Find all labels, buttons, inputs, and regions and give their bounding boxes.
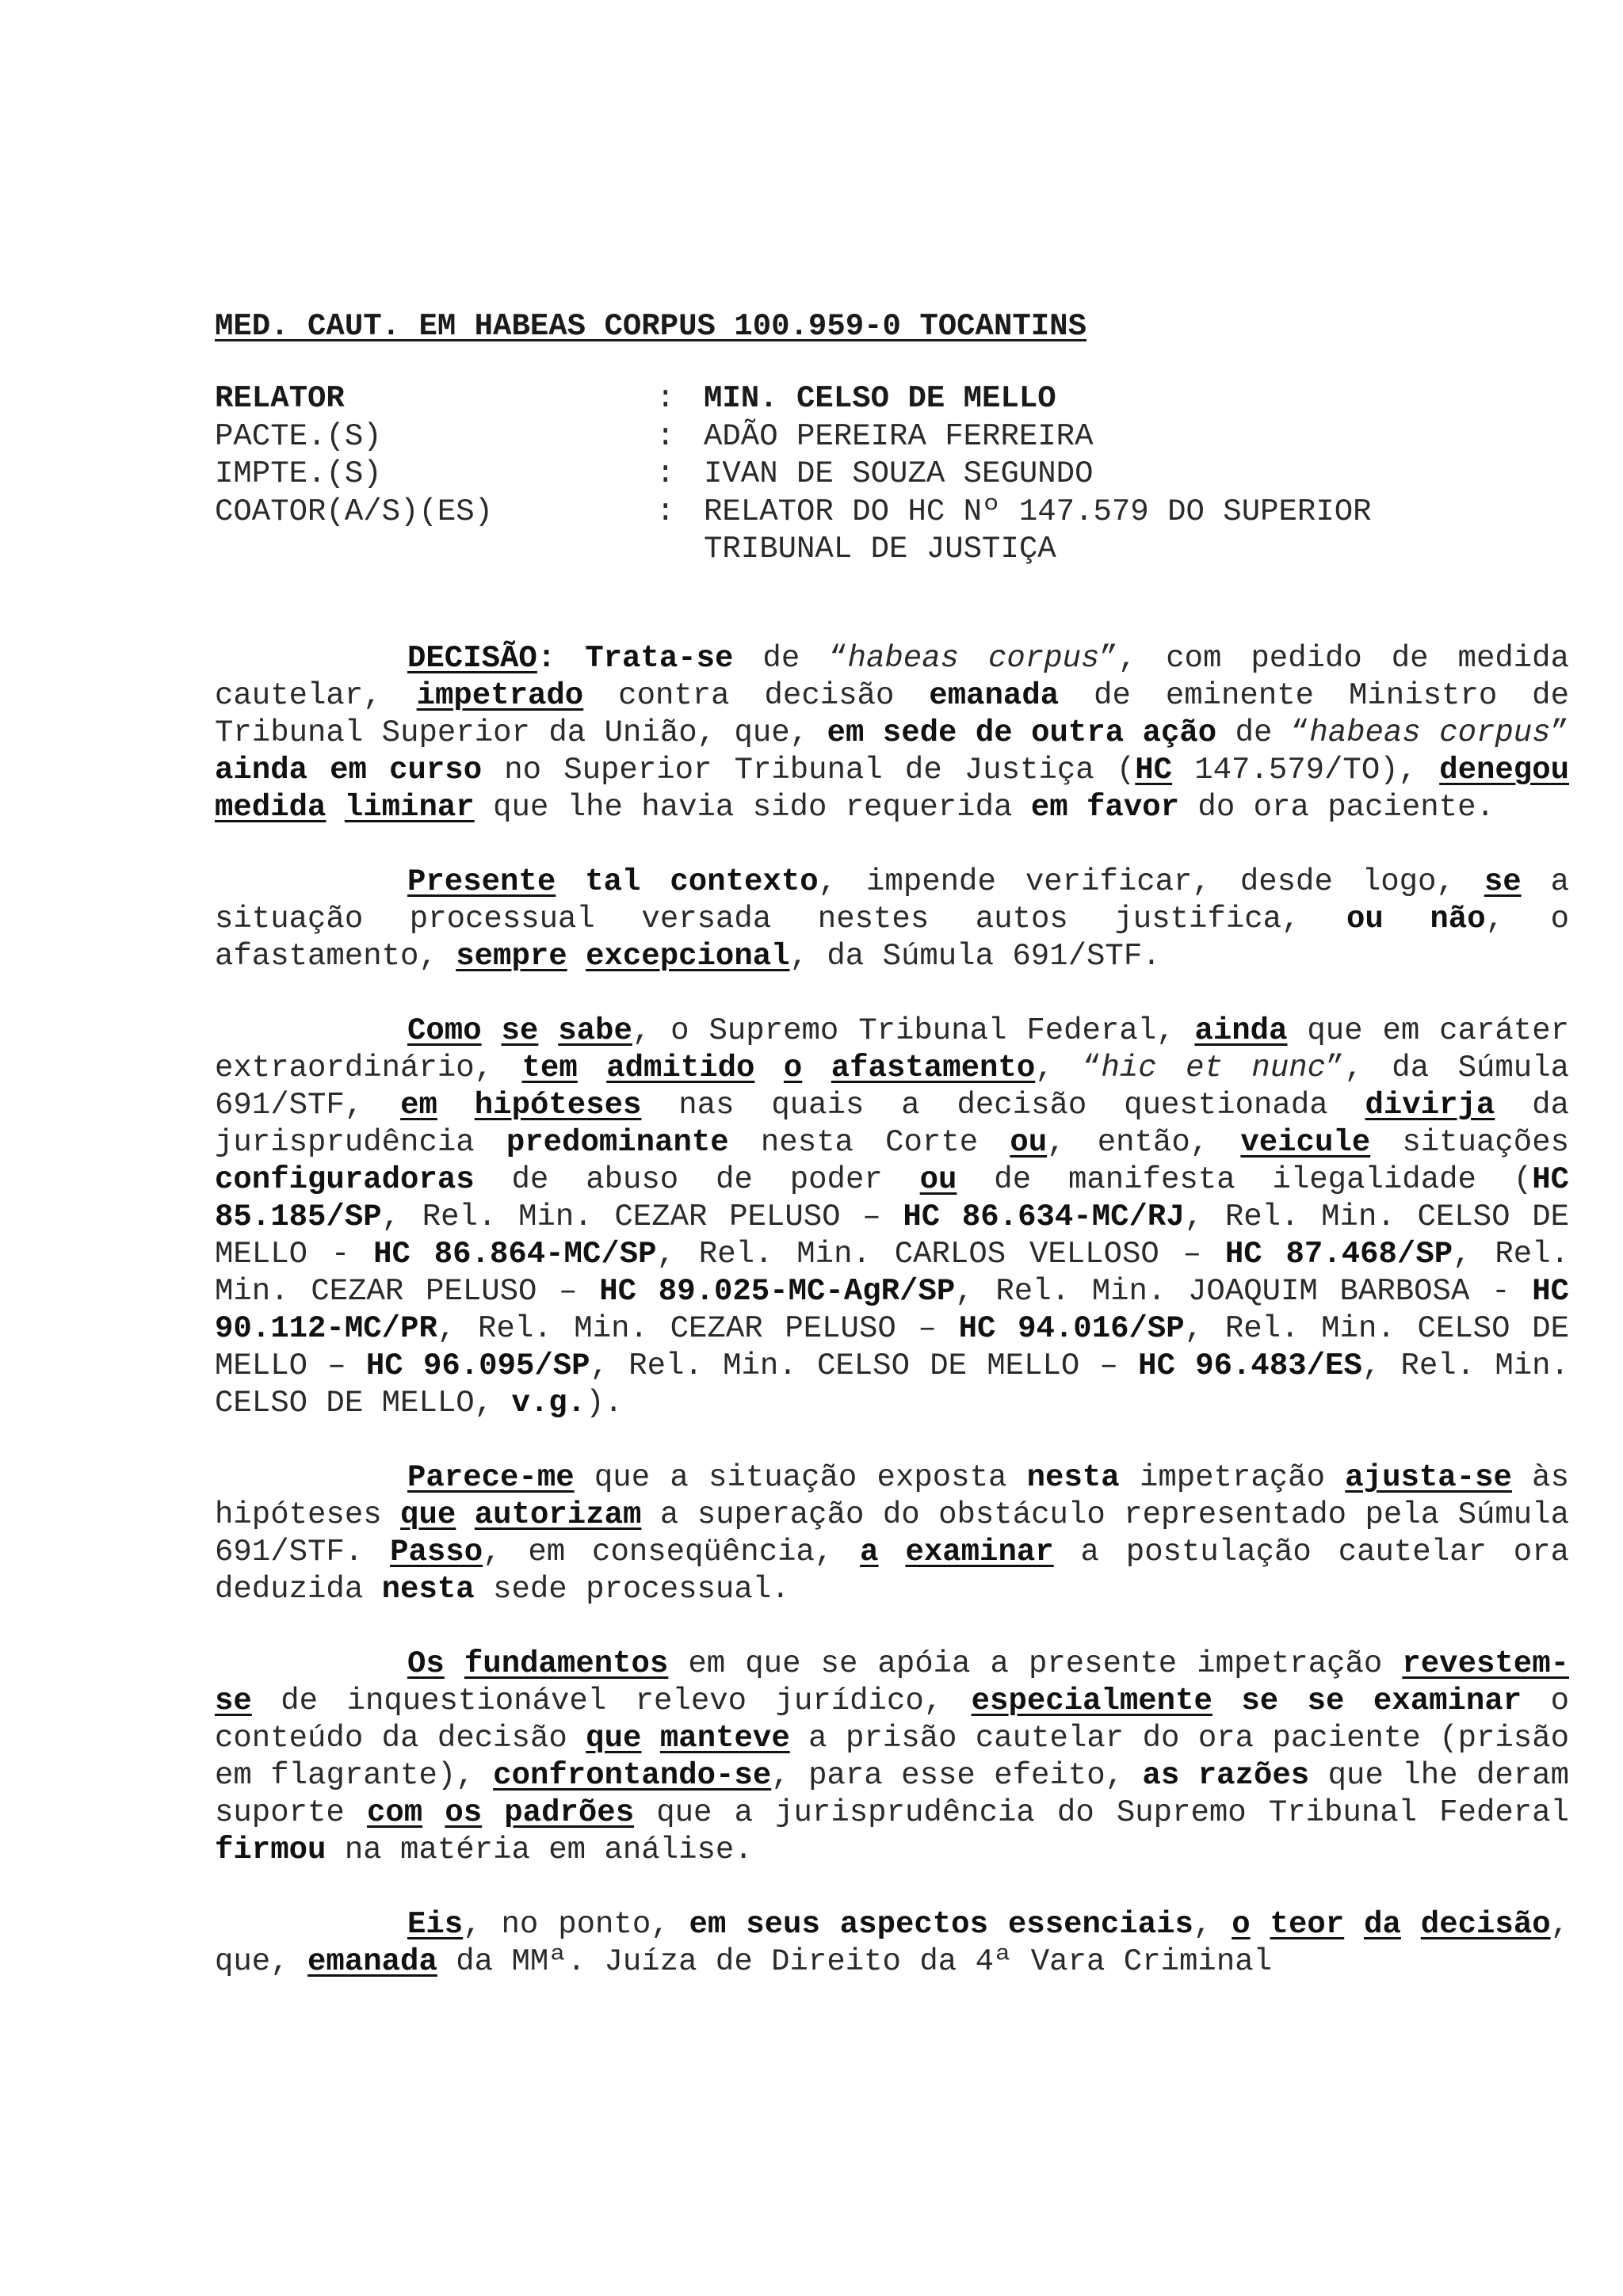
parties-block bbox=[215, 380, 1569, 569]
emphasis-text bbox=[1365, 1088, 1495, 1123]
paragraph-text: sede processual. bbox=[474, 1572, 790, 1607]
paragraph-text: de manifesta ilegalidade ( bbox=[957, 1162, 1533, 1197]
emphasis-text bbox=[1345, 1460, 1512, 1495]
underlined-text: teor bbox=[1270, 1907, 1345, 1942]
emphasis-text bbox=[456, 939, 567, 974]
party-row-pacte bbox=[215, 418, 1569, 456]
emphasis-text bbox=[464, 1646, 668, 1681]
underlined-text: fundamentos bbox=[464, 1646, 669, 1681]
paragraph-text bbox=[538, 1013, 558, 1048]
emphasis-text bbox=[407, 1460, 575, 1495]
underlined-text: ainda bbox=[1194, 1013, 1288, 1048]
paragraph-text: que lhe havia sido requerida bbox=[474, 790, 1031, 825]
paragraph-text: de “ bbox=[733, 641, 848, 676]
party-value-continuation: TRIBUNAL DE JUSTIÇA bbox=[704, 532, 1056, 566]
paragraph-text: nas quais a decisão questionada bbox=[641, 1088, 1365, 1123]
party-label: COATOR(A/S)(ES) bbox=[215, 494, 494, 529]
party-colon: : bbox=[656, 456, 675, 491]
paragraph-text: ”, com pedido de medida cautelar, bbox=[215, 641, 1569, 713]
emphasis-text: HC 96.483/ES bbox=[1138, 1348, 1362, 1383]
underlined-text: ou bbox=[919, 1162, 957, 1197]
emphasis-text bbox=[367, 1795, 422, 1830]
emphasis-text: HC 86.634-MC/RJ bbox=[903, 1199, 1185, 1234]
emphasis-text bbox=[586, 1721, 641, 1756]
emphasis-text bbox=[502, 1013, 539, 1048]
paragraph-text: , Rel. Min. CELSO DE MELLO, bbox=[215, 1348, 1569, 1421]
underlined-text: da bbox=[1364, 1907, 1401, 1942]
emphasis-text: em seus aspectos essenciais bbox=[689, 1907, 1193, 1942]
underlined-text: admitido bbox=[606, 1051, 755, 1085]
underlined-text: que bbox=[400, 1497, 456, 1532]
paragraph-text: , o afastamento, bbox=[215, 902, 1569, 974]
emphasis-text bbox=[407, 864, 556, 899]
underlined-text: se bbox=[1484, 864, 1522, 899]
underlined-text: examinar bbox=[905, 1535, 1054, 1569]
italic-text: hic et nunc bbox=[1101, 1051, 1327, 1085]
emphasis-text bbox=[860, 1535, 878, 1569]
paragraph-text: de “ bbox=[1216, 715, 1310, 750]
paragraph-text: ). bbox=[586, 1386, 623, 1421]
paragraph-text bbox=[578, 1051, 606, 1085]
emphasis-text: v.g. bbox=[511, 1386, 586, 1421]
underlined-text: Passo bbox=[390, 1535, 483, 1569]
emphasis-text bbox=[215, 790, 326, 825]
emphasis-text: configuradoras bbox=[215, 1162, 475, 1197]
decision-paragraph bbox=[215, 1906, 1569, 1981]
paragraph-text bbox=[482, 1795, 504, 1830]
paragraph-text: ” bbox=[1550, 715, 1570, 750]
emphasis-text: tal contexto bbox=[585, 864, 819, 899]
underlined-text: o bbox=[783, 1051, 803, 1085]
emphasis-text bbox=[407, 1907, 463, 1942]
paragraph-text: às hipóteses bbox=[215, 1460, 1569, 1532]
paragraph-text: , no ponto, bbox=[463, 1907, 689, 1942]
underlined-text: que bbox=[586, 1721, 642, 1756]
paragraph-text: , Rel. Min. CEZAR PELUSO – bbox=[437, 1311, 959, 1346]
emphasis-text: em favor bbox=[1030, 790, 1180, 825]
paragraph-text bbox=[1401, 1907, 1421, 1942]
emphasis-text bbox=[1439, 753, 1569, 788]
paragraph-text: , em conseqüência, bbox=[483, 1535, 861, 1569]
emphasis-text bbox=[920, 1162, 957, 1197]
paragraph-text: a situação processual versada nestes autos justifica, bbox=[215, 864, 1570, 936]
italic-text: habeas corpus bbox=[1309, 715, 1551, 750]
emphasis-text bbox=[1421, 1907, 1551, 1942]
emphasis-text bbox=[493, 1758, 771, 1793]
emphasis-text: HC 86.864-MC/SP bbox=[373, 1237, 657, 1272]
emphasis-text: HC 89.025-MC-AgR/SP bbox=[599, 1274, 956, 1309]
paragraph-text bbox=[456, 1497, 474, 1532]
emphasis-text: emanada bbox=[929, 678, 1060, 713]
paragraph-text: na matéria em análise. bbox=[326, 1833, 753, 1867]
emphasis-text bbox=[1484, 864, 1522, 899]
underlined-text: DECISÃO bbox=[407, 641, 537, 676]
emphasis-text: HC 96.095/SP bbox=[365, 1348, 590, 1383]
emphasis-text bbox=[1194, 1013, 1287, 1048]
emphasis-text bbox=[606, 1051, 754, 1085]
paragraph-text bbox=[567, 939, 586, 974]
emphasis-text: HC 94.016/SP bbox=[958, 1311, 1185, 1346]
paragraph-text bbox=[1344, 1907, 1364, 1942]
underlined-text: Os bbox=[407, 1646, 445, 1681]
emphasis-text bbox=[784, 1051, 802, 1085]
emphasis-text bbox=[660, 1721, 790, 1756]
underlined-text: em bbox=[400, 1088, 437, 1123]
paragraph-text bbox=[422, 1795, 445, 1830]
underlined-text: sempre bbox=[456, 939, 567, 974]
paragraph-text: que lhe deram suporte bbox=[215, 1758, 1570, 1830]
paragraph-text: nesta Corte bbox=[728, 1125, 1010, 1160]
paragraph-text: , Rel. Min. CEZAR PELUSO – bbox=[381, 1199, 903, 1234]
emphasis-text: em sede de outra ação bbox=[827, 715, 1217, 750]
emphasis-text bbox=[445, 1795, 482, 1830]
emphasis-text bbox=[558, 1013, 632, 1048]
italic-text: habeas corpus bbox=[847, 641, 1100, 676]
paragraph-text: , “ bbox=[1035, 1051, 1102, 1085]
underlined-text: o bbox=[1232, 1907, 1251, 1942]
paragraph-text: a postulação cautelar ora deduzida bbox=[215, 1535, 1569, 1607]
paragraph-text bbox=[326, 790, 344, 825]
party-row-impte bbox=[215, 456, 1569, 494]
emphasis-text: predominante bbox=[506, 1125, 729, 1160]
paragraph-text: , Rel. Min. CEZAR PELUSO – bbox=[215, 1237, 1569, 1309]
party-colon: : bbox=[656, 494, 675, 529]
emphasis-text: nesta bbox=[1026, 1460, 1120, 1495]
emphasis-text bbox=[1135, 753, 1172, 788]
paragraph-text: contra decisão bbox=[583, 678, 930, 713]
paragraph-text: , Rel. Min. JOAQUIM BARBOSA - bbox=[955, 1274, 1533, 1309]
underlined-text: ajusta-se bbox=[1345, 1460, 1512, 1495]
paragraph-text bbox=[754, 1051, 783, 1085]
emphasis-text bbox=[407, 641, 537, 676]
underlined-text: Como bbox=[407, 1013, 482, 1048]
paragraph-text bbox=[445, 1646, 464, 1681]
emphasis-text: HC 87.468/SP bbox=[1224, 1237, 1453, 1272]
paragraph-text: , que, bbox=[215, 1907, 1570, 1979]
underlined-text: sabe bbox=[558, 1013, 632, 1048]
emphasis-text bbox=[1010, 1125, 1047, 1160]
paragraph-text: a prisão cautelar do ora paciente (prisão em flagrante), bbox=[215, 1721, 1569, 1793]
emphasis-text bbox=[522, 1051, 578, 1085]
emphasis-text bbox=[400, 1497, 456, 1532]
paragraph-text: o conteúdo da decisão bbox=[215, 1684, 1570, 1756]
paragraph-text: , bbox=[1193, 1907, 1232, 1942]
paragraph-text: da MMª. Juíza de Direito da 4ª Vara Criminal bbox=[437, 1944, 1273, 1979]
underlined-text: impetrado bbox=[416, 678, 584, 713]
underlined-text: padrões bbox=[504, 1795, 635, 1830]
underlined-text: decisão bbox=[1420, 1907, 1551, 1942]
underlined-text: especialmente bbox=[971, 1684, 1212, 1718]
emphasis-text bbox=[1232, 1907, 1250, 1942]
party-label: IMPTE.(S) bbox=[215, 456, 382, 491]
emphasis-text bbox=[407, 1013, 482, 1048]
emphasis-text bbox=[1270, 1907, 1345, 1942]
party-value: RELATOR DO HC Nº 147.579 DO SUPERIOR bbox=[704, 494, 1372, 529]
party-row-relator bbox=[215, 380, 1569, 418]
paragraph-text: situações bbox=[1370, 1125, 1569, 1160]
underlined-text: os bbox=[445, 1795, 483, 1830]
paragraph-text: , então, bbox=[1047, 1125, 1241, 1160]
paragraph-text: da jurisprudência bbox=[215, 1088, 1569, 1160]
decision-paragraph bbox=[215, 864, 1569, 975]
emphasis-text bbox=[475, 1088, 642, 1123]
emphasis-text: firmou bbox=[215, 1833, 327, 1867]
emphasis-text bbox=[586, 939, 789, 974]
emphasis-text bbox=[390, 1535, 483, 1569]
emphasis-text: HC 85.185/SP bbox=[215, 1162, 1569, 1234]
paragraph-text: impetração bbox=[1119, 1460, 1346, 1495]
underlined-text: liminar bbox=[344, 790, 475, 825]
emphasis-text bbox=[831, 1051, 1035, 1085]
paragraph-text bbox=[802, 1051, 831, 1085]
emphasis-text: HC 90.112-MC/PR bbox=[215, 1274, 1569, 1346]
underlined-text: Eis bbox=[407, 1907, 464, 1942]
underlined-text: denegou bbox=[1439, 753, 1570, 788]
underlined-text: ou bbox=[1010, 1125, 1048, 1160]
emphasis-text bbox=[504, 1795, 634, 1830]
paragraph-text bbox=[641, 1721, 659, 1756]
decision-paragraph bbox=[215, 1013, 1569, 1422]
paragraph-text: que em caráter extraordinário, bbox=[215, 1013, 1570, 1085]
emphasis-text bbox=[475, 1497, 642, 1532]
paragraph-text: , Rel. Min. CELSO DE MELLO – bbox=[215, 1311, 1569, 1383]
paragraph-text: em que se apóia a presente impetração bbox=[668, 1646, 1403, 1681]
underlined-text: afastamento bbox=[831, 1051, 1036, 1085]
party-value: MIN. CELSO DE MELLO bbox=[704, 381, 1056, 416]
paragraph-text bbox=[437, 1088, 475, 1123]
paragraph-text: de abuso de poder bbox=[474, 1162, 920, 1197]
underlined-text: se bbox=[501, 1013, 539, 1048]
paragraph-text bbox=[556, 864, 585, 899]
underlined-text: divirja bbox=[1365, 1088, 1495, 1123]
paragraph-text: do ora paciente. bbox=[1179, 790, 1495, 825]
paragraph-text bbox=[1212, 1684, 1241, 1718]
paragraph-text: , Rel. Min. CELSO DE MELLO - bbox=[215, 1199, 1569, 1272]
underlined-text: Parece-me bbox=[407, 1460, 575, 1495]
underlined-text: tem bbox=[521, 1051, 578, 1085]
emphasis-text: nesta bbox=[381, 1572, 475, 1607]
party-colon: : bbox=[656, 381, 675, 416]
decision-body bbox=[215, 640, 1569, 2018]
paragraph-text: , Rel. Min. CARLOS VELLOSO – bbox=[656, 1237, 1225, 1272]
paragraph-text: ”, da Súmula 691/STF, bbox=[215, 1051, 1569, 1123]
underlined-text: hipóteses bbox=[474, 1088, 642, 1123]
emphasis-text bbox=[407, 1646, 445, 1681]
party-row-coator bbox=[215, 494, 1569, 532]
party-value: IVAN DE SOUZA SEGUNDO bbox=[704, 456, 1094, 491]
paragraph-text: no Superior Tribunal de Justiça ( bbox=[482, 753, 1136, 788]
underlined-text: excepcional bbox=[586, 939, 790, 974]
case-title: MED. CAUT. EM HABEAS CORPUS 100.959-0 TOCANTINS bbox=[215, 309, 1086, 344]
paragraph-text: de inquestionável relevo jurídico, bbox=[251, 1684, 972, 1718]
underlined-text: Presente bbox=[407, 864, 556, 899]
emphasis-text bbox=[345, 790, 475, 825]
emphasis-text: ou não bbox=[1346, 902, 1486, 936]
underlined-text: veicule bbox=[1240, 1125, 1371, 1160]
party-value: ADÃO PEREIRA FERREIRA bbox=[704, 418, 1094, 454]
paragraph-text: a superação do obstáculo representado pela Súmula 691/STF. bbox=[215, 1497, 1569, 1569]
underlined-text: manteve bbox=[659, 1721, 790, 1756]
underlined-text: confrontando-se bbox=[493, 1758, 772, 1793]
paragraph-text: , da Súmula 691/STF. bbox=[789, 939, 1161, 974]
underlined-text: emanada bbox=[307, 1944, 437, 1979]
paragraph-text bbox=[482, 1013, 502, 1048]
paragraph-text: que a situação exposta bbox=[574, 1460, 1027, 1495]
paragraph-text: , Rel. Min. CELSO DE MELLO – bbox=[590, 1348, 1139, 1383]
party-label: RELATOR bbox=[215, 381, 345, 416]
underlined-text: a bbox=[860, 1535, 879, 1569]
underlined-text: autorizam bbox=[474, 1497, 642, 1532]
emphasis-text bbox=[972, 1684, 1212, 1718]
emphasis-text: se se examinar bbox=[1241, 1684, 1522, 1718]
paragraph-text bbox=[1251, 1907, 1270, 1942]
decision-paragraph bbox=[215, 1459, 1569, 1608]
emphasis-text bbox=[1364, 1907, 1401, 1942]
decision-paragraph bbox=[215, 1646, 1569, 1869]
emphasis-text bbox=[400, 1088, 437, 1123]
paragraph-text: 147.579/TO), bbox=[1172, 753, 1440, 788]
emphasis-text bbox=[905, 1535, 1053, 1569]
emphasis-text: as razões bbox=[1142, 1758, 1310, 1793]
emphasis-text: ainda em curso bbox=[215, 753, 483, 788]
decision-paragraph bbox=[215, 640, 1569, 826]
underlined-text: revestem-se bbox=[215, 1646, 1570, 1718]
underlined-text: medida bbox=[215, 790, 327, 825]
party-colon: : bbox=[656, 418, 675, 454]
emphasis-text bbox=[417, 678, 584, 713]
emphasis-text bbox=[1240, 1125, 1370, 1160]
paragraph-text: , o Supremo Tribunal Federal, bbox=[632, 1013, 1195, 1048]
underlined-text: com bbox=[366, 1795, 423, 1830]
underlined-text: HC bbox=[1135, 753, 1173, 788]
emphasis-text: : Trata-se bbox=[537, 641, 734, 676]
paragraph-text bbox=[879, 1535, 906, 1569]
paragraph-text: que a jurisprudência do Supremo Tribunal Federal bbox=[634, 1795, 1570, 1830]
paragraph-text: de eminente Ministro de Tribunal Superior da União, que, bbox=[215, 678, 1569, 750]
paragraph-text: , impende verificar, desde logo, bbox=[818, 864, 1484, 899]
paragraph-text: , para esse efeito, bbox=[771, 1758, 1143, 1793]
party-label: PACTE.(S) bbox=[215, 418, 382, 454]
emphasis-text bbox=[307, 1944, 437, 1979]
